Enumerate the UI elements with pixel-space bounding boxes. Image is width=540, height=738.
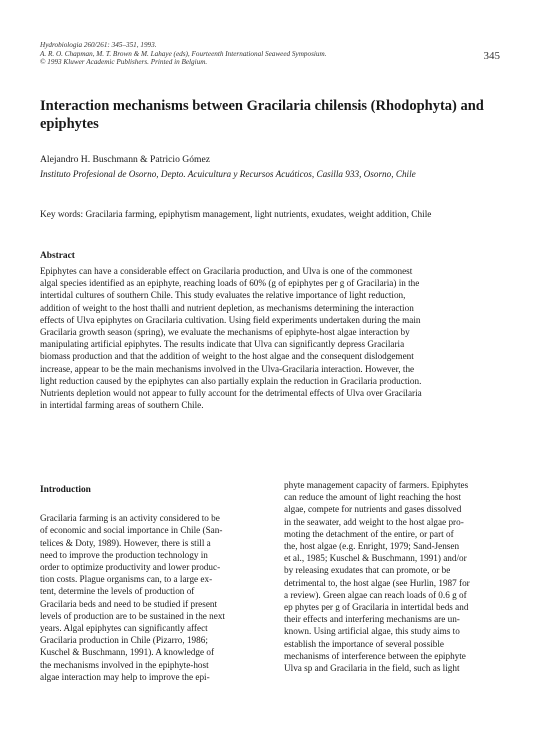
intro-line: Kuschel & Buschmann, 1991). A knowledge of [40, 647, 215, 658]
intro-line: algae interaction may help to improve the epi- [40, 671, 210, 682]
intro-line: their effects and interfering mechanisms are un- [284, 614, 460, 625]
abstract-line: effects of Ulva epiphytes on Gracilaria cultivation. Using field experiments undertaken during the main [40, 314, 421, 325]
keywords: Key words: Gracilaria farming, epiphytism management, light nutrients, exudates, weight addition, Chile [40, 210, 432, 220]
intro-line: Ulva sp and Gracilaria in the field, such as light [284, 663, 460, 674]
abstract-line: increase, appear to be the main mechanisms involved in the Ulva-Gracilaria interaction. However, the [40, 363, 415, 374]
affiliation: Instituto Profesional de Osorno, Depto. Acuicultura y Recursos Acuáticos, Casilla 933, Osorno, Chile [40, 169, 416, 179]
title-line-1: Interaction mechanisms between Gracilaria chilensis (Rhodophyta) and [40, 98, 484, 114]
abstract-body [40, 265, 500, 411]
abstract-line: in intertidal farming areas of southern Chile. [40, 400, 204, 411]
intro-line: order to optimize productivity and lower produc- [40, 562, 221, 573]
intro-line: moting the detachment of the entire, or part of [284, 528, 454, 539]
intro-line: ep phytes per g of Gracilaria in intertidal beds and [284, 602, 469, 613]
intro-right-column [284, 479, 504, 674]
journal-header [40, 41, 500, 67]
abstract-heading: Abstract [40, 251, 75, 261]
intro-line: detrimental to, the host algae (see Hurlin, 1987 for [284, 577, 470, 588]
intro-line: phyte management capacity of farmers. Epiphytes [284, 480, 469, 490]
abstract-line: algal species identified as an epiphyte, reaching loads of 60% (g of epiphytes per g of Gracilaria) in the [40, 278, 420, 289]
abstract-line: biomass production and that the addition of weight to the host algae and the consequent dislodgement [40, 351, 414, 362]
intro-line: establish the importance of several possible [284, 638, 444, 649]
intro-line: Gracilaria production in Chile (Pizarro, 1986; [40, 635, 208, 646]
abstract-line: Nutrients depletion would not appear to fully account for the detrimental effects of Ulva over Gracilaria [40, 388, 422, 399]
abstract-line: light reduction caused by the epiphytes can also partially explain the reduction in Gracilaria production. [40, 375, 422, 386]
intro-line: levels of production are to be sustained in the next [40, 610, 225, 621]
intro-line: need to improve the production technology in [40, 549, 208, 560]
intro-line: by releasing exudates that can promote, or be [284, 565, 451, 576]
abstract-line: Epiphytes can have a considerable effect on Gracilaria production, and Ulva is one of the commonest [40, 266, 413, 276]
intro-line: tion costs. Plague organisms can, to a large ex- [40, 574, 213, 585]
intro-line: of economic and social importance in Chile (San- [40, 525, 223, 536]
intro-line: tent, determine the levels of production of [40, 586, 195, 597]
intro-line: algae, compete for nutrients and gases dissolved [284, 504, 462, 515]
intro-line: in the seawater, add weight to the host algae pro- [284, 516, 464, 527]
intro-line: telices & Doty, 1989). However, there is still a [40, 537, 211, 548]
abstract-line: addition of weight to the host thalli and nutrient depletion, as mechanisms determining the interaction [40, 302, 414, 313]
intro-line: a review). Green algae can reach loads of 0.6 g of [284, 589, 467, 600]
abstract-line: manipulating artificial epiphytes. The results indicate that Ulva can significantly depress Gracilaria [40, 339, 405, 350]
title-line-2: epiphytes [40, 116, 99, 132]
intro-line: Gracilaria farming is an activity considered to be [40, 513, 220, 524]
abstract-line: intertidal cultures of southern Chile. This study evaluates the relative importance of light reduction, [40, 290, 406, 301]
article-title [40, 97, 500, 133]
header-line: Hydrobiologia 260/261: 345–351, 1993. [40, 41, 157, 49]
intro-line: known. Using artificial algae, this study aims to [284, 626, 460, 637]
intro-line: Gracilaria beds and need to be studied if present [40, 598, 218, 609]
header-line: © 1993 Kluwer Academic Publishers. Printed in Belgium. [40, 58, 208, 67]
authors: Alejandro H. Buschmann & Patricio Gómez [40, 154, 210, 165]
intro-line: mechanisms of interference between the epiphyte [284, 650, 466, 661]
intro-line: the mechanisms involved in the epiphyte-host [40, 659, 209, 670]
page-number: 345 [483, 50, 500, 62]
introduction-heading: Introduction [40, 485, 91, 495]
intro-left-column [40, 484, 260, 683]
intro-line: the, host algae (e.g. Enright, 1979; Sand-Jensen [284, 541, 460, 552]
intro-line: years. Algal epiphytes can significantly affect [40, 623, 208, 634]
header-line: A. R. O. Chapman, M. T. Brown & M. Lahaye (eds), Fourteenth International Seaweed Symposium. [40, 49, 327, 58]
abstract-line: Gracilaria growth season (spring), we evaluate the mechanisms of epiphyte-host algae interaction by [40, 327, 410, 338]
intro-line: et al., 1985; Kuschel & Buschmann, 1991) and/or [284, 553, 467, 564]
intro-line: can reduce the amount of light reaching the host [284, 492, 462, 503]
